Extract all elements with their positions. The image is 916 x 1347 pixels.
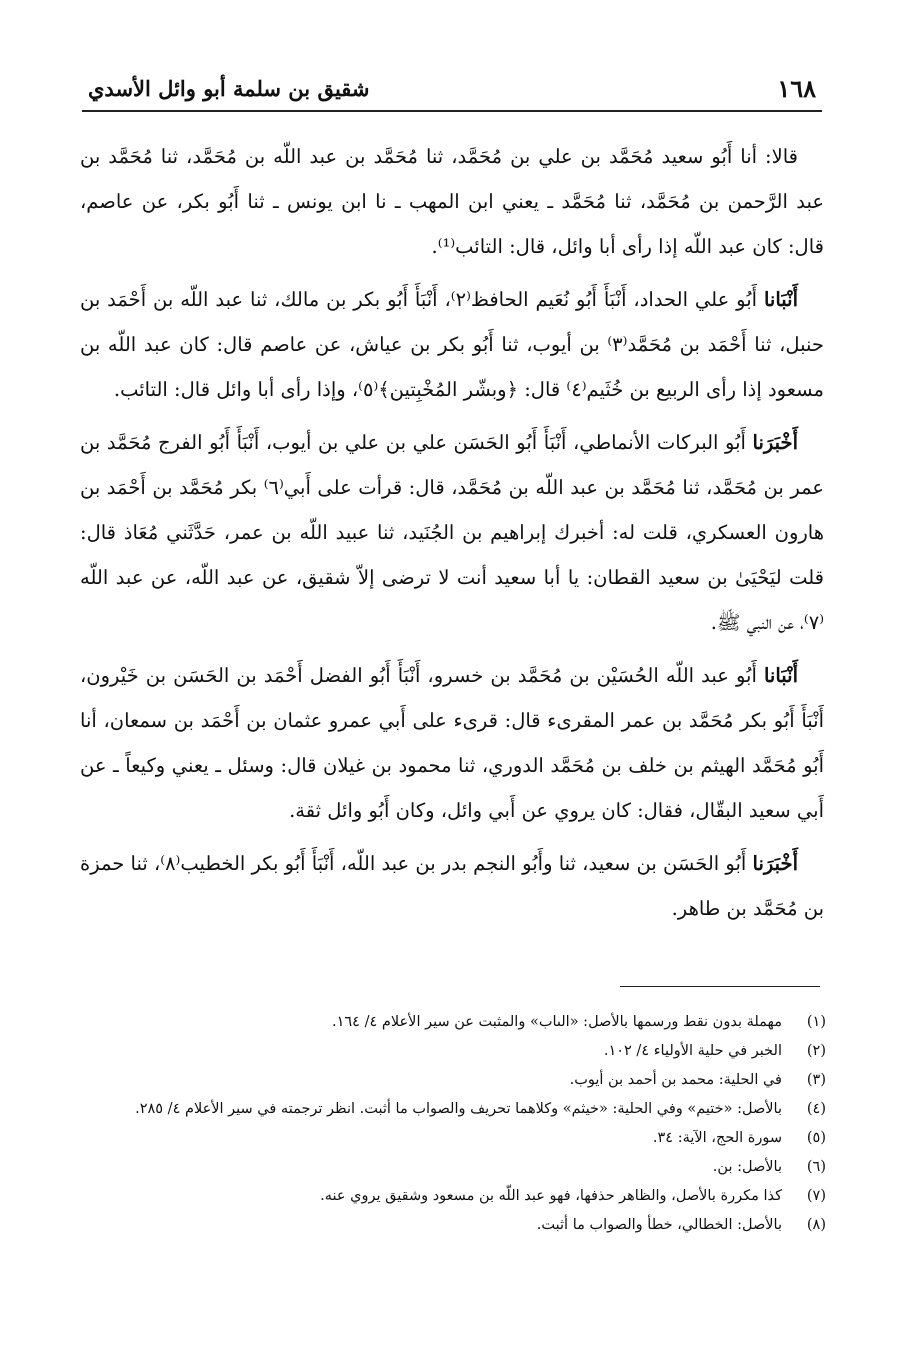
- footnote: [70, 1211, 826, 1240]
- footnote: [70, 1124, 826, 1153]
- footnote: [70, 1008, 826, 1037]
- paragraph-lead: أَنْبَانا: [763, 288, 798, 311]
- paragraph-3: [80, 420, 824, 645]
- footnotes: [70, 1008, 826, 1240]
- footnote: [70, 1182, 826, 1211]
- running-title: شقيق بن سلمة أبو وائل الأسدي: [88, 76, 370, 101]
- footnote-number: (١): [806, 1014, 826, 1030]
- footnote-text: بالأصل: بن.: [712, 1159, 782, 1175]
- footnote-text: بالأصل: الخطالي، خطأ والصواب ما أثبت.: [536, 1217, 782, 1233]
- footnote: [70, 1066, 826, 1095]
- page-header: [82, 68, 822, 112]
- footnote-number: (٦): [806, 1159, 826, 1175]
- paragraph-lead: أَخْبَرَنا: [752, 852, 799, 875]
- footnote-number: (٢): [806, 1043, 826, 1059]
- paragraph-5: [80, 841, 824, 931]
- footnote-number: (٨): [806, 1217, 826, 1233]
- paragraph-text: أَبُو عبد اللّه الحُسَيْن بن مُحَمَّد بن خسرو، أَنْبَأَ أَبُو الفضل أَحْمَد بن الحَسَن بن خَيْرون، أَنْبَأَ أَبُو بكر مُحَمَّد بن عمر المقرىء قال: قرىء على أَبي عمرو عثمان بن أَحْمَد بن سمعان، أنا أَبُو مُحَمَّد الهيثم بن خلف بن مُحَمَّد الدوري، ثنا محمود بن غيلان قال: وسئل ـ يعني وكيعاً ـ عن أَبي سعيد البقّال، فقال: كان يروي عن أَبي وائل، وكان أَبُو وائل ثقة.: [80, 664, 824, 822]
- footnote: [70, 1095, 826, 1124]
- footnote-text: سورة الحج، الآية: ٣٤.: [652, 1130, 782, 1146]
- paragraph-4: [80, 653, 824, 833]
- footnote-text: مهملة بدون نقط ورسمها بالأصل: «الىاب» والمثبت عن سير الأعلام ٤/ ١٦٤.: [332, 1014, 782, 1030]
- footnote-number: (٣): [806, 1072, 826, 1088]
- paragraph-text: أَبُو علي الحداد، أَنْبَأَ أَبُو نُعَيم الحافظ⁽٢⁾، أَنْبَأَ أَبُو بكر بن مالك، ثنا عبد اللّه بن أَحْمَد بن حنبل، ثنا أَحْمَد بن مُحَمَّد⁽٣⁾ بن أيوب، ثنا أَبُو بكر بن عياش، عن عاصم قال: كان عبد اللّه بن مسعود إذا رأى الربيع بن خُثَيم⁽٤⁾ قال: ﴿وبشّر المُخْبِتين﴾⁽٥⁾، وإذا رأى أبا وائل قال: التائب.: [80, 288, 824, 401]
- main-text: [80, 134, 824, 939]
- footnote-number: (٥): [806, 1130, 826, 1146]
- page-number: ١٦٨: [777, 74, 816, 103]
- footnote-text: بالأصل: «ختيم» وفي الحلية: «خيثم» وكلاهما تحريف والصواب ما أثبت. انظر ترجمته في سير الأعلام ٤/ ٢٨٥.: [135, 1101, 782, 1117]
- footnote-separator: [620, 986, 820, 987]
- paragraph-text: أَبُو البركات الأنماطي، أَنْبَأَ أَبُو الحَسَن علي بن علي بن أيوب، أَنْبَأَ أَبُو الفرج مُحَمَّد بن عمر بن مُحَمَّد، ثنا مُحَمَّد بن عبد اللّه بن مُحَمَّد، قال: قرأت على أَبي⁽٦⁾ بكر مُحَمَّد بن أَحْمَد بن هارون العسكري، قلت له: أخبرك إبراهيم بن الجُنَيد، ثنا عبيد اللّه بن عمر، حَدَّثَني مُعَاذ قال: قلت ليَحْيَىٰ بن سعيد القطان: يا أبا سعيد أنت لا ترضى إلاّ شقيق، عن عبد اللّه، عن عبد اللّه ⁽٧⁾، عن النبي ﷺ.: [80, 431, 825, 634]
- footnote: [70, 1153, 826, 1182]
- footnote: [70, 1037, 826, 1066]
- footnote-text: الخبر في حلية الأولياء ٤/ ١٠٢.: [603, 1043, 782, 1059]
- paragraph-lead: أَخْبَرَنا: [752, 431, 798, 454]
- footnote-text: كذا مكررة بالأصل، والظاهر حذفها، فهو عبد اللّه بن مسعود وشقيق يروي عنه.: [320, 1188, 782, 1204]
- paragraph-text: أَبُو الحَسَن بن سعيد، ثنا وأَبُو النجم بدر بن عبد اللّه، أَنْبَأَ أَبُو بكر الخطيب⁽٨⁾، ثنا حمزة بن مُحَمَّد بن طاهر.: [80, 852, 824, 920]
- footnote-number: (٧): [806, 1188, 826, 1204]
- paragraph-1: [80, 134, 824, 269]
- paragraph-2: [80, 277, 824, 412]
- paragraph-lead: أَنْبَانا: [763, 664, 798, 687]
- footnote-text: في الحلية: محمد بن أحمد بن أيوب.: [569, 1072, 782, 1088]
- paragraph-text: قالا: أنا أَبُو سعيد مُحَمَّد بن علي بن مُحَمَّد، ثنا مُحَمَّد بن عبد اللّه بن مُحَمَّد، ثنا مُحَمَّد بن عبد الرَّحمن بن مُحَمَّد، ثنا مُحَمَّد ـ يعني ابن المهب ـ نا ابن يونس ـ ثنا أَبُو بكر، عن عاصم، قال: كان عبد اللّه إذا رأى أبا وائل، قال: التائب⁽¹⁾.: [80, 145, 824, 258]
- footnote-number: (٤): [806, 1101, 826, 1117]
